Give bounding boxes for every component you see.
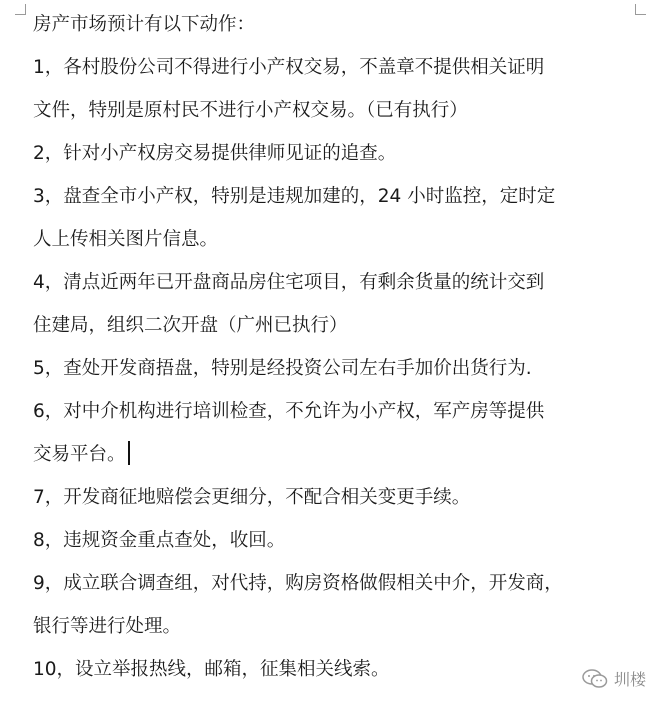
- item-6-line-2: [33, 440, 633, 469]
- item-3-line-1: 3，盘查全市小产权，特别是违规加建的，24 小时监控，定时定: [33, 186, 556, 207]
- item-5-line: 5，查处开发商捂盘，特别是经投资公司左右手加价出货行为.: [33, 358, 532, 379]
- item-8-line: 8，违规资金重点查处，收回。: [33, 530, 286, 551]
- item-1-line-2: 文件，特别是原村民不进行小产权交易。（已有执行）: [33, 100, 468, 121]
- item-4-line-2: 住建局，组织二次开盘（广州已执行）: [33, 315, 348, 336]
- item-6-line-1: 6，对中介机构进行培训检查，不允许为小产权，军产房等提供: [33, 401, 545, 422]
- wechat-icon: [582, 669, 608, 689]
- item-1-line-1: 1，各村股份公司不得进行小产权交易，不盖章不提供相关证明: [33, 57, 545, 78]
- item-10-line: 10，设立举报热线，邮箱，征集相关线索。: [33, 659, 390, 680]
- intro-line: 房产市场预计有以下动作：: [33, 14, 256, 35]
- item-2-line: 2，针对小产权房交易提供律师见证的追查。: [33, 143, 397, 164]
- text-cursor: [128, 441, 130, 465]
- item-6-line-2-text: 交易平台。: [33, 444, 126, 465]
- watermark: [582, 667, 646, 690]
- page-corner-mark: [635, 4, 646, 15]
- item-3-line-2: 人上传相关图片信息。: [33, 229, 219, 250]
- item-7-line: 7，开发商征地赔偿会更细分，不配合相关变更手续。: [33, 487, 471, 508]
- item-4-line-1: 4，清点近两年已开盘商品房住宅项目，有剩余货量的统计交到: [33, 272, 545, 293]
- item-9-line-1: 9，成立联合调查组，对代持，购房资格做假相关中介，开发商，: [33, 573, 563, 594]
- item-9-line-2: 银行等进行处理。: [33, 616, 182, 637]
- document-body: [33, 10, 633, 698]
- watermark-text: 圳楼: [613, 670, 646, 689]
- page-corner-mark: [15, 4, 26, 15]
